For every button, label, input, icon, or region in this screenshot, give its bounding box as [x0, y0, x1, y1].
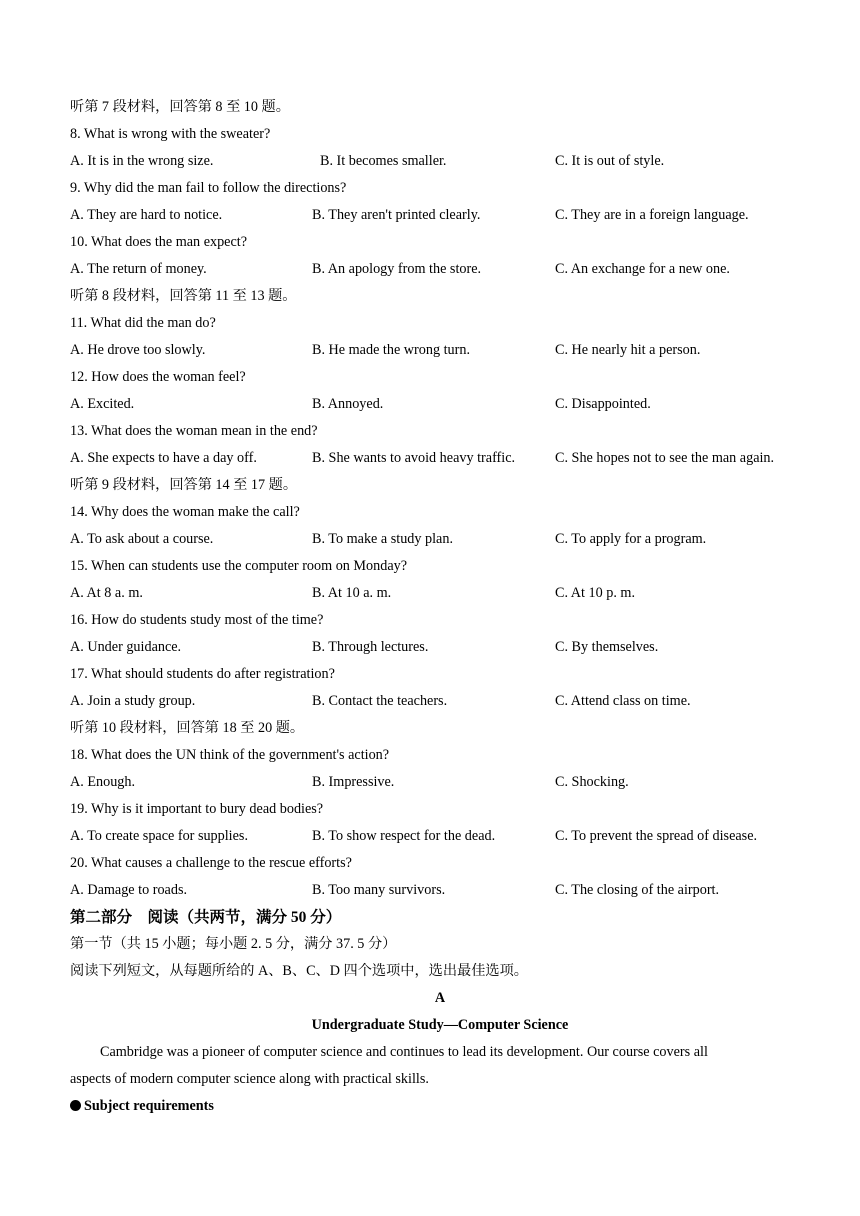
option-b: B. She wants to avoid heavy traffic.: [312, 450, 516, 466]
subject-requirements-heading: [70, 1093, 810, 1120]
section-heading-7: 听第 7 段材料，回答第 8 至 10 题。: [70, 99, 290, 115]
option-c: C. He nearly hit a person.: [555, 342, 701, 358]
option-c: C. An exchange for a new one.: [555, 261, 730, 277]
passage-letter: A: [434, 990, 446, 1006]
passage-title: Undergraduate Study—Computer Science: [311, 1017, 569, 1033]
option-b: B. To show respect for the dead.: [312, 828, 496, 844]
options-20: [70, 877, 810, 904]
question-19: 19. Why is it important to bury dead bodies?: [70, 801, 324, 817]
option-a: A. To create space for supplies.: [70, 828, 248, 844]
options-15: [70, 580, 810, 607]
options-19: [70, 823, 810, 850]
options-10: [70, 256, 810, 283]
question-13: 13. What does the woman mean in the end?: [70, 423, 318, 439]
section-heading-8: 听第 8 段材料，回答第 11 至 13 题。: [70, 288, 297, 304]
option-a: A. She expects to have a day off.: [70, 450, 257, 466]
option-b: B. To make a study plan.: [312, 531, 453, 547]
paragraph-line-2: aspects of modern computer science along with practical skills.: [70, 1071, 429, 1087]
option-c: C. At 10 p. m.: [555, 585, 636, 601]
option-a: A. Under guidance.: [70, 639, 182, 655]
question-10: 10. What does the man expect?: [70, 234, 248, 250]
question-9: 9. Why did the man fail to follow the directions?: [70, 180, 347, 196]
option-c: C. To prevent the spread of disease.: [555, 828, 758, 844]
question-8: 8. What is wrong with the sweater?: [70, 126, 271, 142]
options-11: [70, 337, 810, 364]
question-11: 11. What did the man do?: [70, 315, 216, 331]
option-c: C. They are in a foreign language.: [555, 207, 749, 223]
options-16: [70, 634, 810, 661]
option-b: B. They aren't printed clearly.: [312, 207, 481, 223]
options-14: [70, 526, 810, 553]
option-a: A. To ask about a course.: [70, 531, 214, 547]
option-b: B. Contact the teachers.: [312, 693, 448, 709]
question-17: 17. What should students do after registration?: [70, 666, 335, 682]
option-a: A. He drove too slowly.: [70, 342, 206, 358]
question-14: 14. Why does the woman make the call?: [70, 504, 300, 520]
option-c: C. To apply for a program.: [555, 531, 707, 547]
option-b: B. Too many survivors.: [312, 882, 446, 898]
option-b: B. It becomes smaller.: [320, 153, 447, 169]
option-c: C. She hopes not to see the man again.: [555, 450, 775, 466]
option-b: B. Through lectures.: [312, 639, 429, 655]
options-17: [70, 688, 810, 715]
option-c: C. Attend class on time.: [555, 693, 691, 709]
option-a: A. Excited.: [70, 396, 135, 412]
option-a: A. Damage to roads.: [70, 882, 188, 898]
options-8: [70, 148, 810, 175]
option-c: C. Shocking.: [555, 774, 629, 790]
option-b: B. An apology from the store.: [312, 261, 482, 277]
option-a: A. It is in the wrong size.: [70, 153, 214, 169]
reading-instruction: 阅读下列短文，从每题所给的 A、B、C、D 四个选项中，选出最佳选项。: [70, 963, 528, 979]
part-two-title: 第二部分 阅读（共两节，满分 50 分）: [70, 909, 342, 926]
option-a: A. They are hard to notice.: [70, 207, 223, 223]
subject-requirements-label: Subject requirements: [84, 1098, 214, 1114]
option-b: B. Impressive.: [312, 774, 395, 790]
option-a: A. Enough.: [70, 774, 136, 790]
question-18: 18. What does the UN think of the government's action?: [70, 747, 390, 763]
section-heading-10: 听第 10 段材料，回答第 18 至 20 题。: [70, 720, 305, 736]
exam-page: [70, 94, 810, 1120]
section-heading-9: 听第 9 段材料，回答第 14 至 17 题。: [70, 477, 298, 493]
options-9: [70, 202, 810, 229]
options-18: [70, 769, 810, 796]
options-12: [70, 391, 810, 418]
option-c: C. Disappointed.: [555, 396, 651, 412]
bullet-icon: [70, 1100, 81, 1111]
options-13: [70, 445, 810, 472]
option-a: A. The return of money.: [70, 261, 207, 277]
option-c: C. By themselves.: [555, 639, 659, 655]
question-15: 15. When can students use the computer room on Monday?: [70, 558, 408, 574]
paragraph-line-1: Cambridge was a pioneer of computer science and continues to lead its development. Our course covers all: [100, 1044, 708, 1060]
question-20: 20. What causes a challenge to the rescue efforts?: [70, 855, 352, 871]
option-b: B. At 10 a. m.: [312, 585, 392, 601]
question-12: 12. How does the woman feel?: [70, 369, 246, 385]
option-a: A. Join a study group.: [70, 693, 196, 709]
option-b: B. Annoyed.: [312, 396, 384, 412]
option-b: B. He made the wrong turn.: [312, 342, 470, 358]
section-one-heading: 第一节（共 15 小题；每小题 2. 5 分，满分 37. 5 分）: [70, 936, 397, 952]
option-c: C. The closing of the airport.: [555, 882, 720, 898]
option-c: C. It is out of style.: [555, 153, 665, 169]
option-a: A. At 8 a. m.: [70, 585, 143, 601]
question-16: 16. How do students study most of the time?: [70, 612, 324, 628]
